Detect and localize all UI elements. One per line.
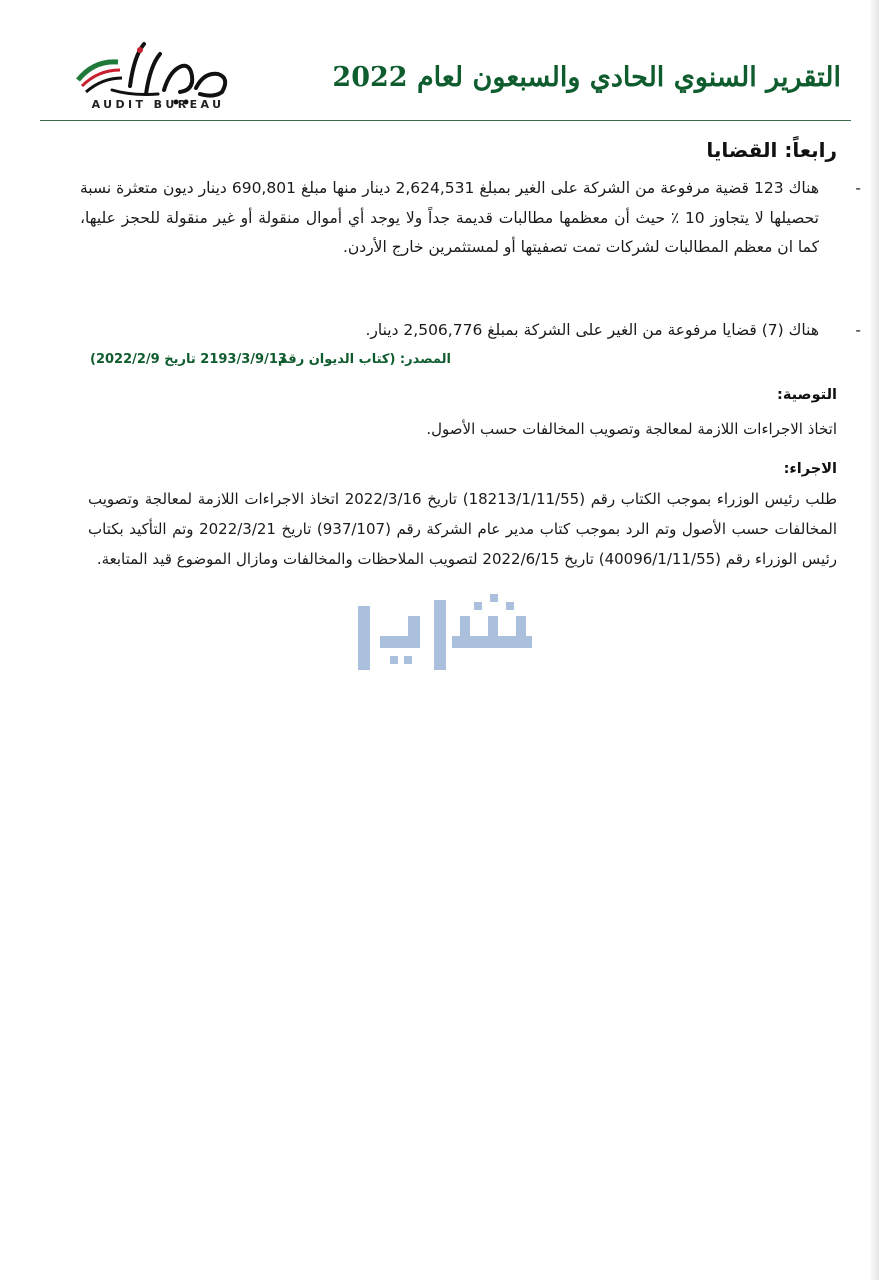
action-heading: الاجراء: — [783, 461, 837, 477]
list-item — [80, 316, 861, 346]
recommendation-heading: التوصية: — [777, 387, 837, 403]
list-dash: - — [855, 321, 861, 339]
source-label: المصدر: (كتاب الديوان رقم — [277, 352, 451, 367]
list-item — [80, 174, 861, 263]
action-text: طلب رئيس الوزراء بموجب الكتاب رقم (18213/1/11/55) تاريخ 2022/3/16 اتخاذ الاجراءات اللازمة لمعالجة وتصويب المخالفات حسب الأصول وتم الرد بموجب كتاب مدير عام الشركة رقم (937/107) تاريخ 2022/3/21 وتم التأكيد بكتاب رئيس الوزراء رقم (40096/1/11/55) تاريخ 2022/6/15 لتصويب الملاحظات والمخالفات ومازال الموضوع قيد المتابعة. — [88, 490, 838, 568]
section-heading: رابعاً: القضايا — [706, 138, 837, 162]
recommendation-text: اتخاذ الاجراءات اللازمة لمعالجة وتصويب المخالفات حسب الأصول. — [426, 420, 837, 438]
list-item-text: هناك (7) قضايا مرفوعة من الغير على الشركة بمبلغ 2,506,776 دينار. — [365, 321, 819, 339]
logo-english-text: AUDIT BUREAU — [91, 98, 225, 111]
list-dash: - — [855, 179, 861, 197]
header-divider — [40, 120, 851, 121]
watermark-logo — [350, 586, 540, 676]
report-title: التقرير السنوي الحادي والسبعون لعام 2022 — [332, 62, 841, 93]
page-edge-shadow — [869, 0, 879, 1280]
source-reference: 2193/3/9/13 تاريخ 2022/2/9) — [90, 352, 287, 367]
list-item-text: هناك 123 قضية مرفوعة من الشركة على الغير بمبلغ 2,624,531 دينار منها مبلغ 690,801 دينار ديون متعثرة نسبة تحصيلها لا يتجاوز 10 ٪ حيث أن معظمها مطالبات قديمة جداً ولا يوجد أي أموال منقولة أو غير منقولة للحجز عليها، كما ان معظم المطالبات لشركات تمت تصفيتها أو لمستثمرين خارج الأردن. — [80, 179, 819, 256]
